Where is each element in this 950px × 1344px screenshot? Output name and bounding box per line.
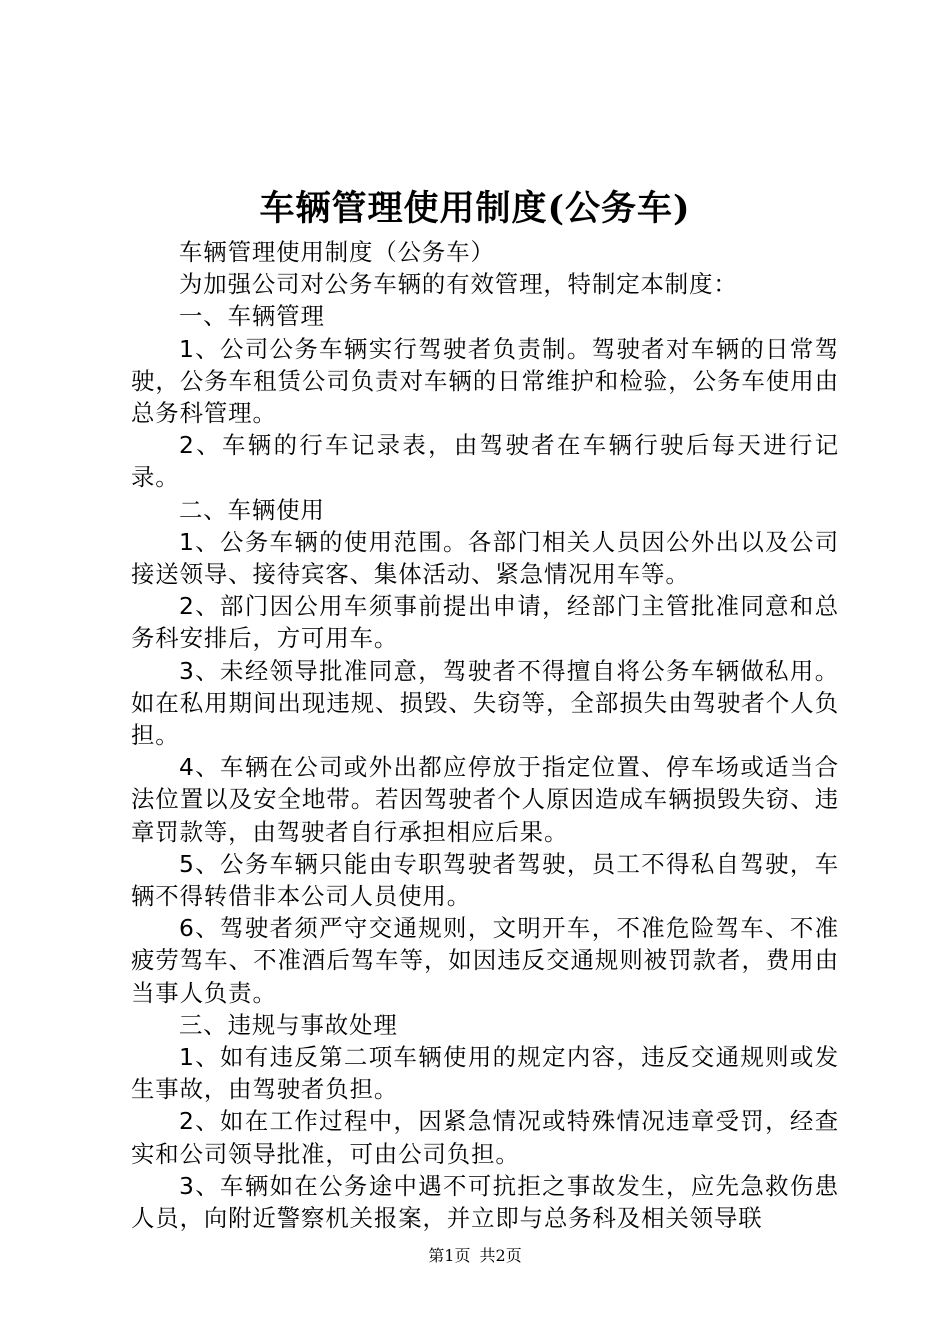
paragraph: 车辆管理使用制度（公务车） <box>179 238 495 266</box>
paragraph: 3、车辆如在公务途中遇不可抗拒之事故发生，应先急救伤患人员，向附近警察机关报案，并立即与总务科及相关领导联 <box>131 1171 839 1233</box>
document-title: 车辆管理使用制度(公务车) <box>259 188 691 229</box>
page-total: 共2页 <box>479 1246 522 1265</box>
paragraph: 为加强公司对公务车辆的有效管理，特制定本制度： <box>179 270 738 299</box>
paragraph: 4、车辆在公司或外出都应停放于指定位置、停车场或适当合法位置以及安全地带。若因驾驶者个人原因造成车辆损毁失窃、违章罚款等，由驾驶者自行承担相应后果。 <box>131 753 839 846</box>
paragraph: 6、驾驶者须严守交通规则，文明开车，不准危险驾车、不准疲劳驾车、不准酒后驾车等，如因违反交通规则被罚款者，费用由当事人负责。 <box>131 914 839 1007</box>
paragraph: 2、部门因公用车须事前提出申请，经部门主管批准同意和总务科安排后，方可用车。 <box>131 592 839 653</box>
paragraph: 5、公务车辆只能由专职驾驶者驾驶，员工不得私自驾驶，车辆不得转借非本公司人员使用。 <box>131 849 839 911</box>
paragraph: 1、公司公务车辆实行驾驶者负责制。驾驶者对车辆的日常驾驶，公务车租赁公司负责对车辆的日常维护和检验，公务车使用由总务科管理。 <box>131 334 839 428</box>
paragraph: 2、车辆的行车记录表，由驾驶者在车辆行驶后每天进行记录。 <box>131 431 839 492</box>
paragraph: 2、如在工作过程中，因紧急情况或特殊情况违章受罚，经查实和公司领导批准，可由公司负担。 <box>131 1107 839 1168</box>
paragraph: 1、如有违反第二项车辆使用的规定内容，违反交通规则或发生事故，由驾驶者负担。 <box>131 1043 839 1104</box>
document-body <box>131 236 839 1234</box>
section-heading: 三、违规与事故处理 <box>179 1010 398 1039</box>
section-heading: 二、车辆使用 <box>179 495 325 524</box>
paragraph: 3、未经领导批准同意，驾驶者不得擅自将公务车辆做私用。如在私用期间出现违规、损毁、失窃等，全部损失由驾驶者个人负担。 <box>131 656 839 750</box>
section-heading: 一、车辆管理 <box>179 302 325 331</box>
page-footer <box>0 1245 950 1267</box>
paragraph: 1、公务车辆的使用范围。各部门相关人员因公外出以及公司接送领导、接待宾客、集体活动、紧急情况用车等。 <box>131 527 839 589</box>
page-number: 第1页 <box>428 1246 471 1265</box>
